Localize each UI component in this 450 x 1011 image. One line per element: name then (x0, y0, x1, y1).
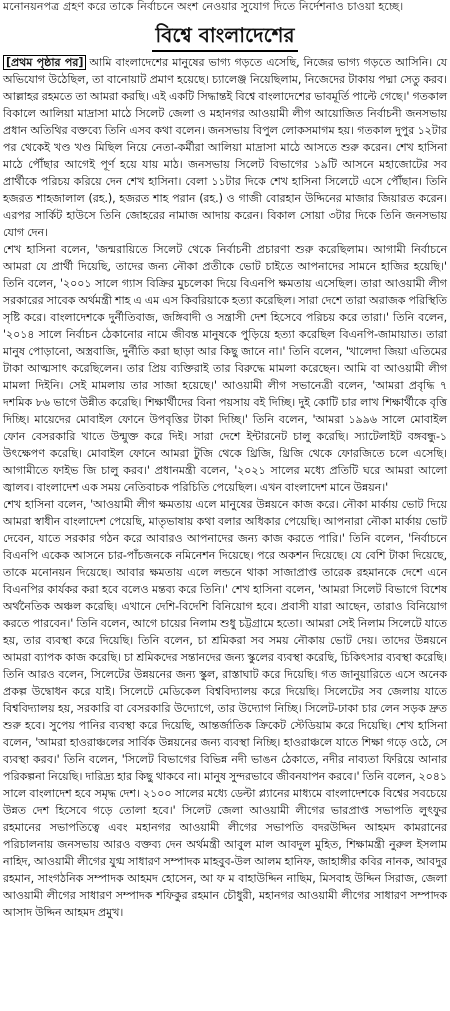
article-paragraph: শেখ হাসিনা বলেন, 'জন্মরায়িতে সিলেট থেকে নির্বাচনী প্রচারণা শুরু করেছিলাম। আগামী নির্বাচনে আমরা যে প্রার্থী দিয়েছি, তাদের জন্য নৌকা প্রতীকে ভোট চাইতে আপনাদের সামনে হাজির হয়েছি।' তিনি বলেন, '২০০১ সালে গ্যাস বিক্রির মুচলেকা দিয়ে বিএনপি ক্ষমতায় এসেছিল। তারা আওয়ামী লীগ সরকারের সাবেক অর্থমন্ত্রী শাহ এ এম এস কিবরিয়াকে হত্যা করেছিল। সারা দেশে তারা অরাজক পরিস্থিতি সৃষ্টি করে। বাংলাদেশকে দুর্নীতিবাজ, জঙ্গিবাদী ও সন্ত্রাসী দেশ হিসেবে পরিচয় করে তারা।' তিনি বলেন, '২০১৪ সালে নির্বাচন ঠেকানোর নামে জীবন্ত মানুষকে পুড়িয়ে হত্যা করেছিল বিএনপি-জামায়াত। তারা মানুষ পোড়ানো, অস্ত্রবাজি, দুর্নীতি করা ছাড়া আর কিছু জানে না।' তিনি বলেন, 'খালেদা জিয়া এতিমের টাকা আত্মসাৎ করেছিলেন। তার প্রিয় ব্যক্তিরাই তার বিরুদ্ধে মামলা করেছেন। আমি বা আওয়ামী লীগ মামলা দিইনি। সেই মামলায় তার সাজা হয়েছে।' আওয়ামী লীগ সভানেত্রী বলেন, 'আমরা প্রবৃদ্ধি ৭ দশমিক ৮৬ ভাগে উন্নীত করেছি। শিক্ষার্থীদের বিনা পয়সায় বই দিচ্ছি। দুই কোটি চার লাখ শিক্ষার্থীকে বৃত্তি দিচ্ছি। মায়েদের মোবাইল ফোনে উপবৃত্তির টাকা দিচ্ছি।' তিনি বলেন, 'আমরা ১৯৯৬ সালে মোবাইল ফোন বেসরকারি খাতে উন্মুক্ত করে দিই। সারা দেশে ইন্টারনেট চালু করেছি। স্যাটেলাইট বঙ্গবন্ধু-১ উৎক্ষেপণ করেছি। মোবাইল ফোনে আমরা টুজি থেকে থ্রিজি, থ্রিজি থেকে ফোরজিতে চলে এসেছি। আগামীতে ফাইভ জি চালু করব।' প্রধানমন্ত্রী বলেন, '২০২১ সালের মধ্যে প্রতিটি ঘরে আমরা আলো জ্বালব। বাংলাদেশ এক সময় নেতিবাচক পরিচিতি পেয়েছিল। এখন বাংলাদেশ মানে উন্নয়ন।' (3, 243, 447, 494)
previous-article-tail: মনোনয়নপত্র গ্রহণ করে তাকে নির্বাচনে অংশ নেওয়ার সুযোগ দিতে নির্দেশনাও চাওয়া হচ্ছে। (3, 0, 404, 13)
article-paragraph (3, 54, 447, 241)
article-paragraph: শেখ হাসিনা বলেন, 'আওয়ামী লীগ ক্ষমতায় এলে মানুষের উন্নয়নে কাজ করে। নৌকা মার্কায় ভোট দিয়ে আমরা স্বাধীন বাংলাদেশ পেয়েছি, মাতৃভাষায় কথা বলার অধিকার পেয়েছি। আপনারা নৌকা মার্কায় ভোট দেবেন, যাতে সরকার গঠন করে আবারও আপনাদের জন্য কাজ করতে পারি।' তিনি বলেন, 'নির্বাচনে বিএনপি একেক আসনে চার-পাঁচজনকে নমিনেশন দিয়েছে। পরে অকশন দিয়েছে। যে বেশি টাকা দিয়েছে, তাকে মনোনয়ন দিয়েছে। আবার ক্ষমতায় এলে লন্ডনে থাকা সাজাপ্রাপ্ত তারেক রহমানকে দেশে এনে বিএনপির কার্যকর করা হবে বলেও মন্তব্য করে তিনি।' শেখ হাসিনা বলেন, 'আমরা সিলেট বিভাগে বিশেষ অর্থনৈতিক অঞ্চল করেছি। এখানে দেশি-বিদেশি বিনিয়োগ হবে। প্রবাসী যারা আছেন, তারাও বিনিয়োগ করতে পারবেন।' তিনি বলেন, আগে চায়ের নিলাম শুধু চট্টগ্রামে হতো। আমরা সেই নিলাম সিলেটে যাতে হয়, তার ব্যবস্থা করে দিয়েছি। তিনি বলেন, চা শ্রমিকরা সব সময় নৌকায় ভোট দেয়। তাদের উন্নয়নে আমরা ব্যাপক কাজ করেছি। চা শ্রমিকদের সন্তানদের জন্য স্কুলের ব্যবস্থা করেছি, চিকিৎসার ব্যবস্থা করেছি। তিনি আরও বলেন, সিলেটের উন্নয়নের জন্য স্কুল, রাস্তাঘাট করে দিয়েছি। গত জানুয়ারিতে এসে অনেক প্রকল্প উদ্বোধন করে যাই। সিলেটে মেডিকেল বিশ্ববিদ্যালয় করে দিয়েছি। সিলেটের সব জেলায় যাতে বিশ্ববিদ্যালয় হয়, সরকারি বা বেসরকারি উদ্যোগে, তার উদ্যোগ নিচ্ছি। সিলেট-ঢাকা চার লেন সড়ক দ্রুত শুরু হবে। সুপেয় পানির ব্যবস্থা করে দিয়েছি, আন্তর্জাতিক ক্রিকেট স্টেডিয়াম করে দিয়েছি। শেখ হাসিনা বলেন, 'আমরা হাওরাঞ্চলের সার্বিক উন্নয়নের জন্য ব্যবস্থা নিচ্ছি। হাওরাঞ্চলে যাতে শিক্ষা গড়ে ওঠে, সে ব্যবস্থা করব।' তিনি বলেন, 'সিলেট বিভাগের বিভিন্ন নদী ভাঙন ঠেকাতে, নদীর নাব্যতা ফিরিয়ে আনার পরিকল্পনা নিয়েছি। দারিদ্র্য হার কিছু থাকবে না। মানুষ সুন্দরভাবে জীবনযাপন করবে।' তিনি বলেন, ২০৪১ সালে বাংলাদেশ হবে সমৃদ্ধ দেশ। ২১০০ সালের মধ্যে ডেল্টা প্ল্যানের মাধ্যমে বাংলাদেশকে বিশ্বের সবচেয়ে উন্নত দেশ হিসেবে গড়ে তোলা হবে।' সিলেট জেলা আওয়ামী লীগের ভারপ্রাপ্ত সভাপতি লুৎফুর রহমানের সভাপতিত্বে এবং মহানগর আওয়ামী লীগের সভাপতি বদরউদ্দিন আহমদ কামরানের পরিচালনায় জনসভায় আরও বক্তব্য দেন অর্থমন্ত্রী আবুল মাল আবদুল মুহিত, শিক্ষামন্ত্রী নুরুল ইসলাম নাহিদ, আওয়ামী লীগের যুগ্ম সাধারণ সম্পাদক মাহবুব-উল আলম হানিফ, জাহাঙ্গীর কবির নানক, আবদুর রহমান, সাংগঠনিক সম্পাদক আহমদ হোসেন, আ ফ ম বাহাউদ্দিন নাছিম, মিসবাহ উদ্দিন সিরাজ, জেলা আওয়ামী লীগের সাধারণ সম্পাদক শফিকুর রহমান চৌধুরী, মহানগর আওয়ামী লীগের সাধারণ সম্পাদক আসাদ উদ্দিন আহমদ প্রমুখ। (3, 498, 447, 919)
jump-label: [প্রথম পৃষ্ঠার পর] (3, 55, 86, 70)
paragraph-text: আমি বাংলাদেশের মানুষের ভাগ্য গড়তে এসেছি, নিজের ভাগ্য গড়তে আসিনি। যে অভিযোগ উঠেছিল, তা বানোয়াট প্রমাণ হয়েছে। চ্যালেঞ্জ নিয়েছিলাম, নিজেদের টাকায় পদ্মা সেতু করব। আল্লাহর রহমতে তা আমরা করছি। এই একটি সিদ্ধান্তই বিশ্বে বাংলাদেশের ভাবমূর্তি পাল্টে গেছে।' গতকাল বিকালে আলিয়া মাদ্রাসা মাঠে সিলেট জেলা ও মহানগর আওয়ামী লীগ আয়োজিত নির্বাচনী জনসভায় প্রধান অতিথির বক্তব্যে তিনি এসব কথা বলেন। জনসভায় বিপুল লোকসমাগম হয়। গতকাল দুপুর ১২টার পর থেকেই খণ্ড খণ্ড মিছিল নিয়ে নেতা-কর্মীরা আলিয়া মাদ্রাসা মাঠে আসতে শুরু করেন। শেখ হাসিনা মাঠে পৌঁছার আগেই পূর্ণ হয়ে যায় মাঠ। জনসভায় সিলেট বিভাগের ১৯টি আসনে মহাজোটের সব প্রার্থীকে পরিচয় করিয়ে দেন শেখ হাসিনা। বেলা ১১টার দিকে শেখ হাসিনা সিলেটে এসে পৌঁছান। তিনি হজরত শাহজালাল (রহ.), হজরত শাহ পরান (রহ.) ও গাজী বোরহান উদ্দিনের মাজার জিয়ারত করেন। এরপর সার্কিট হাউসে তিনি জোহরের নামাজ আদায় করেন। বিকাল সোয়া ৩টার দিকে তিনি জনসভায় যোগ দেন। (3, 56, 448, 239)
article-body (3, 54, 447, 921)
headline: বিশ্বে বাংলাদেশের (152, 20, 299, 52)
headline-container (3, 20, 447, 50)
